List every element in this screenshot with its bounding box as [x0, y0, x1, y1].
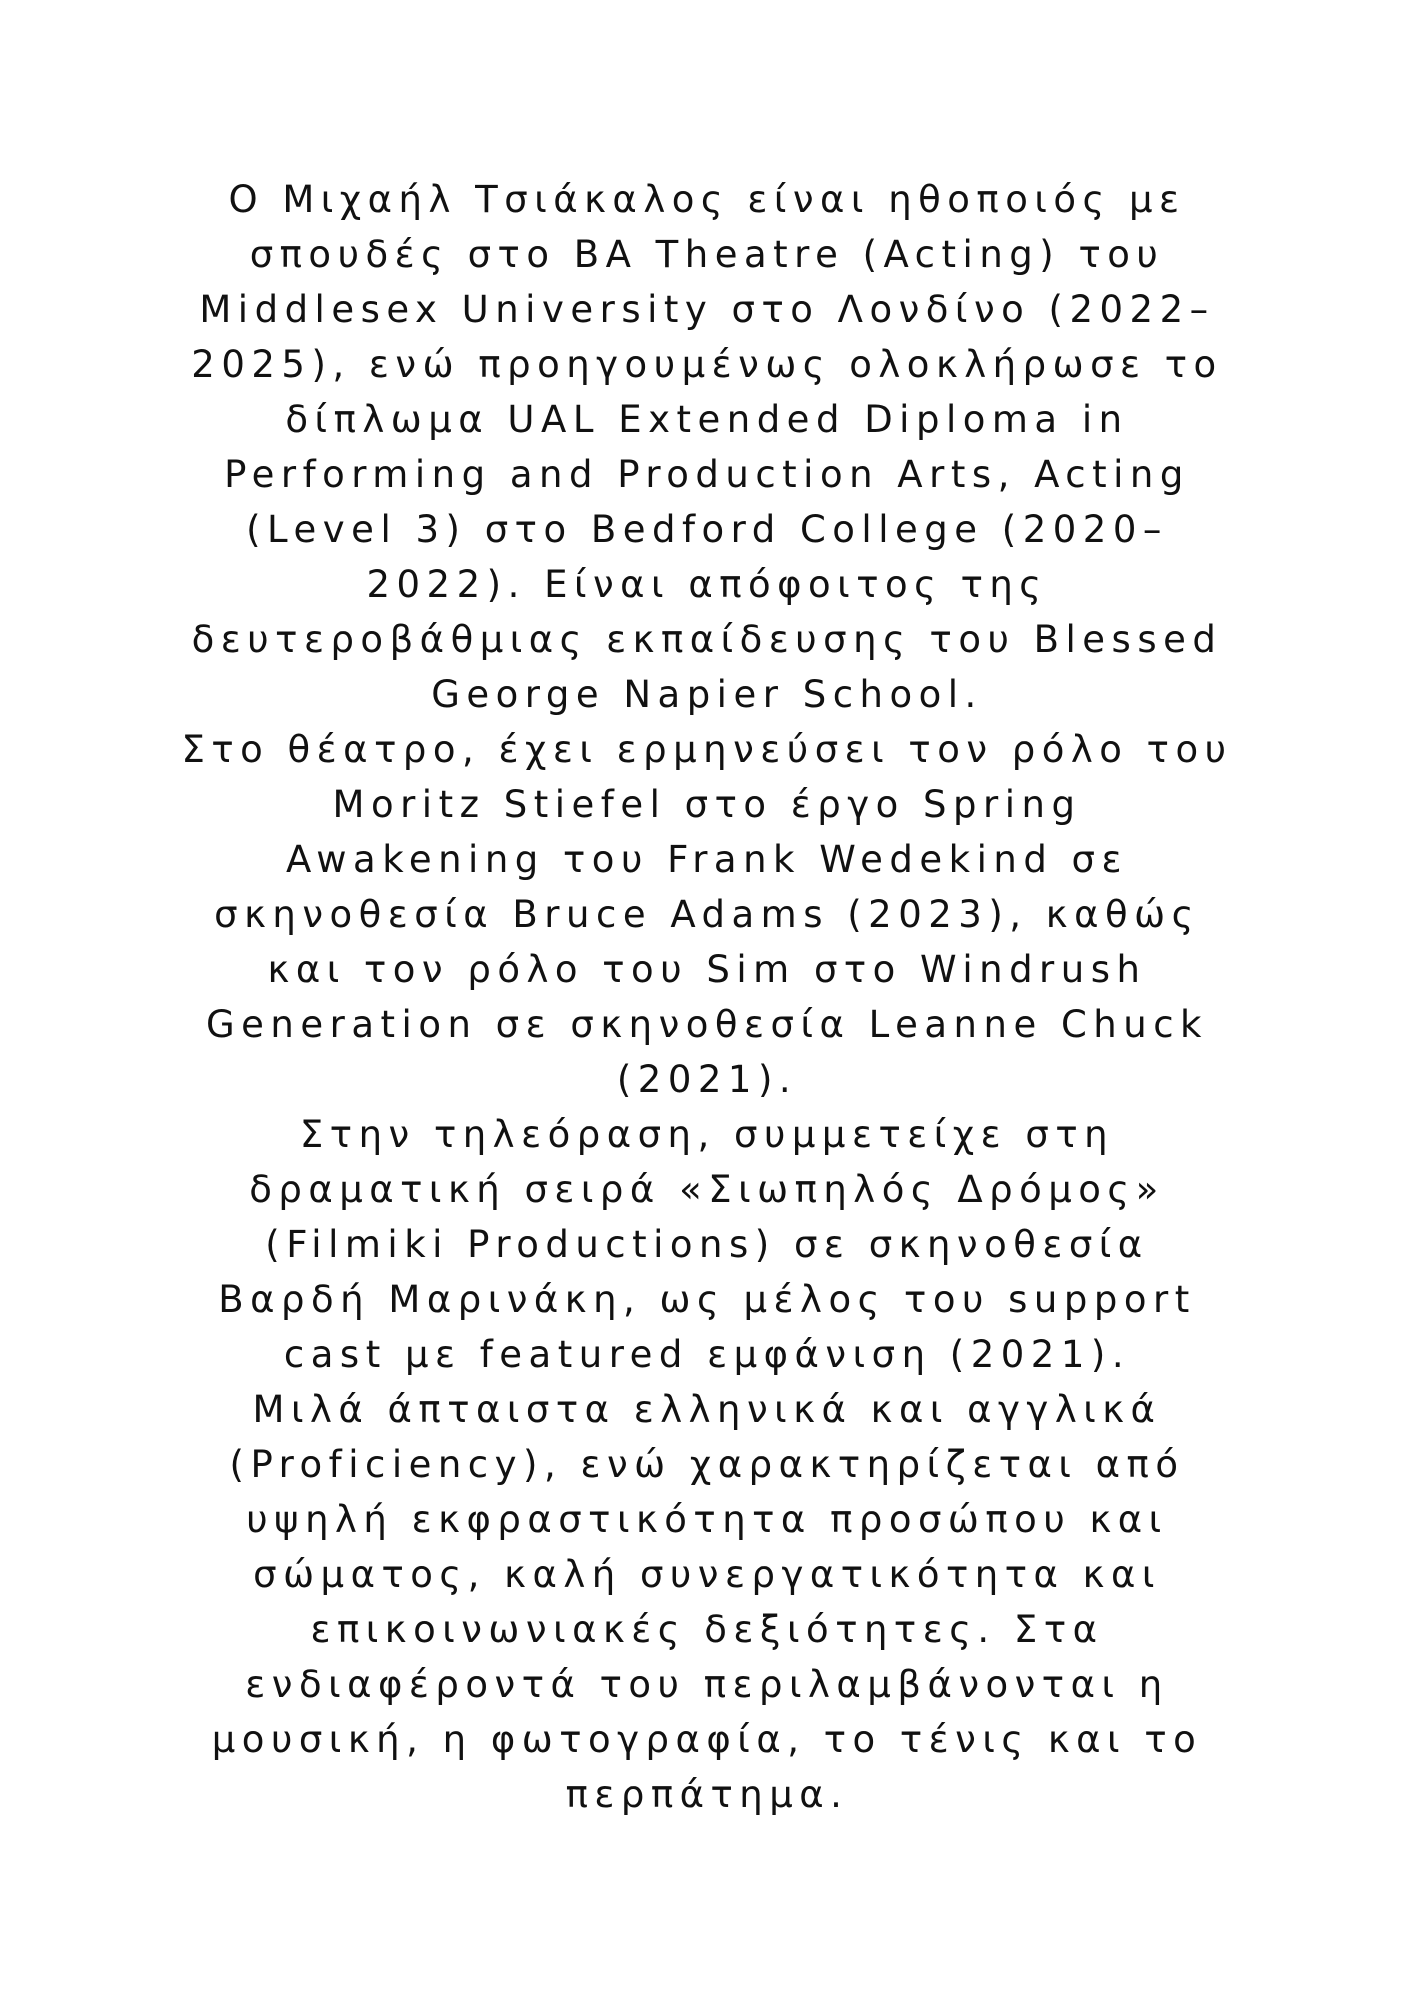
bio-line: (Level 3) στο Bedford College (2020–: [246, 508, 1168, 551]
bio-line: Στο θέατρο, έχει ερμηνεύσει τον ρόλο του: [181, 728, 1233, 771]
bio-line: Βαρδή Μαρινάκη, ως μέλος του support: [218, 1278, 1196, 1321]
bio-line: δίπλωμα UAL Extended Diploma in: [285, 398, 1129, 441]
bio-line: (2021).: [616, 1058, 798, 1101]
bio-line: 2022). Είναι απόφοιτος της: [366, 563, 1048, 606]
bio-line: σκηνοθεσία Bruce Adams (2023), καθώς: [214, 893, 1200, 936]
bio-line: δραματική σειρά «Σιωπηλός Δρόμος»: [249, 1168, 1165, 1211]
bio-line: George Napier School.: [431, 673, 983, 716]
bio-line: (Filmiki Productions) σε σκηνοθεσία: [265, 1223, 1149, 1266]
bio-line: δευτεροβάθμιας εκπαίδευσης του Blessed: [191, 618, 1223, 661]
bio-line: 2025), ενώ προηγουμένως ολοκλήρωσε το: [191, 343, 1223, 386]
bio-line: Μιλά άπταιστα ελληνικά και αγγλικά: [252, 1388, 1162, 1431]
bio-line: (Proficiency), ενώ χαρακτηρίζεται από: [229, 1443, 1185, 1486]
bio-line: Performing and Production Arts, Acting: [224, 453, 1190, 496]
bio-line: cast με featured εμφάνιση (2021).: [283, 1333, 1131, 1376]
bio-line: σπουδές στο BA Theatre (Acting) του: [249, 233, 1165, 276]
bio-line: Στην τηλεόραση, συμμετείχε στη: [299, 1113, 1115, 1156]
bio-line: περπάτημα.: [565, 1773, 849, 1816]
bio-line: Middlesex University στο Λονδίνο (2022–: [199, 288, 1215, 331]
bio-line: Moritz Stiefel στο έργο Spring: [332, 783, 1082, 826]
biography-text: [130, 172, 1284, 1822]
bio-line: Awakening του Frank Wedekind σε: [285, 838, 1129, 881]
bio-line: και τον ρόλο του Sim στο Windrush: [267, 948, 1147, 991]
bio-line: Generation σε σκηνοθεσία Leanne Chuck: [206, 1003, 1208, 1046]
bio-line: ενδιαφέροντά του περιλαμβάνονται η: [245, 1663, 1169, 1706]
bio-line: μουσική, η φωτογραφία, το τένις και το: [211, 1718, 1203, 1761]
bio-line: σώματος, καλή συνεργατικότητα και: [253, 1553, 1161, 1596]
bio-line: υψηλή εκφραστικότητα προσώπου και: [246, 1498, 1168, 1541]
bio-line: επικοινωνιακές δεξιότητες. Στα: [310, 1608, 1104, 1651]
bio-line: Ο Μιχαήλ Τσιάκαλος είναι ηθοποιός με: [228, 178, 1186, 221]
